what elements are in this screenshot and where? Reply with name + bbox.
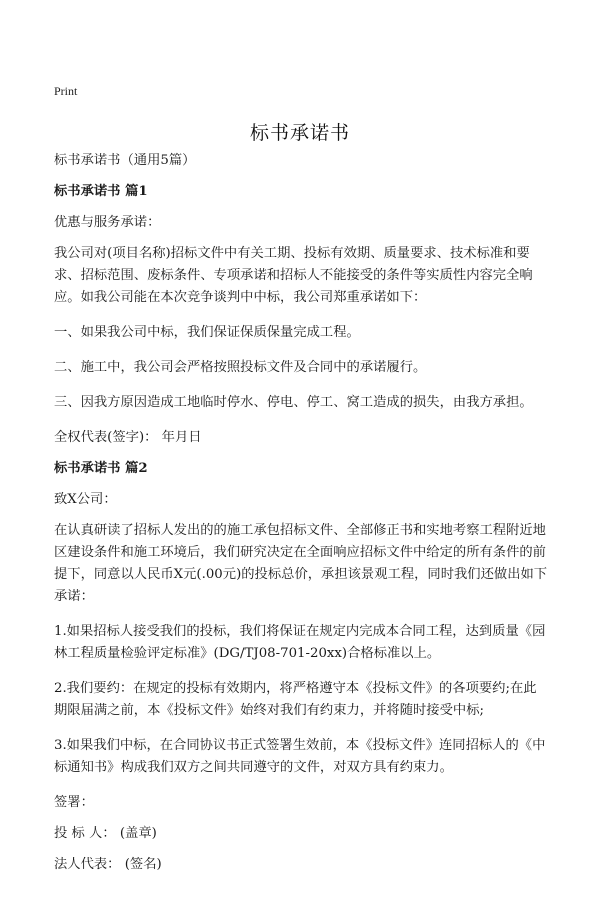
paragraph: 3.如果我们中标，在合同协议书正式签署生效前，本《投标文件》连同招标人的《中标通知书》构成我们双方之间共同遵守的文件，对双方具有约束力。 bbox=[54, 738, 546, 775]
paragraph: 三、因我方原因造成工地临时停水、停电、停工、窝工造成的损失，由我方承担。 bbox=[54, 395, 533, 410]
paragraph: 投 标 人： (盖章) bbox=[54, 826, 157, 841]
paragraph: 一、如果我公司中标，我们保证保质保量完成工程。 bbox=[54, 325, 360, 340]
paragraph: 二、施工中，我公司会严格按照投标文件及合同中的承诺履行。 bbox=[54, 360, 427, 375]
paragraph: 优惠与服务承诺： bbox=[54, 215, 161, 230]
paragraph: 全权代表(签字)： 年月日 bbox=[54, 430, 202, 445]
paragraph: 在认真研读了招标人发出的的施工承包招标文件、全部修正书和实地考察工程附近地区建设条件和施工环境后，我们研究决定在全面响应招标文件中给定的所有条件的前提下，同意以人民币X元(.00元)的投标总价，承担该景观工程，同时我们还做出如下承诺： bbox=[54, 523, 548, 604]
print-label: Print bbox=[54, 84, 78, 98]
paragraph: 2.我们要约：在规定的投标有效期内，将严格遵守本《投标文件》的各项要约;在此期限届满之前，本《投标文件》始终对我们有约束力，并将随时接受中标; bbox=[54, 681, 537, 718]
section-heading-2: 标书承诺书 篇2 bbox=[54, 461, 148, 476]
paragraph: 致X公司： bbox=[54, 492, 117, 507]
paragraph: 我公司对(项目名称)招标文件中有关工期、投标有效期、质量要求、技术标准和要求、招标范围、废标条件、专项承诺和招标人不能接受的条件等实质性内容完全响应。如我公司能在本次竞争谈判中中标，我公司郑重承诺如下： bbox=[54, 246, 533, 305]
paragraph: 签署： bbox=[54, 795, 94, 810]
document-body bbox=[54, 150, 548, 885]
document-subtitle: 标书承诺书（通用5篇） bbox=[54, 153, 196, 168]
document-title: 标书承诺书 bbox=[249, 122, 350, 144]
paragraph: 法人代表： (签名) bbox=[54, 857, 162, 872]
paragraph: 1.如果招标人接受我们的投标，我们将保证在规定内完成本合同工程，达到质量《园林工程质量检验评定标准》(DG/TJ08-701-20xx)合格标准以上。 bbox=[54, 624, 546, 661]
section-heading-1: 标书承诺书 篇1 bbox=[54, 184, 148, 199]
